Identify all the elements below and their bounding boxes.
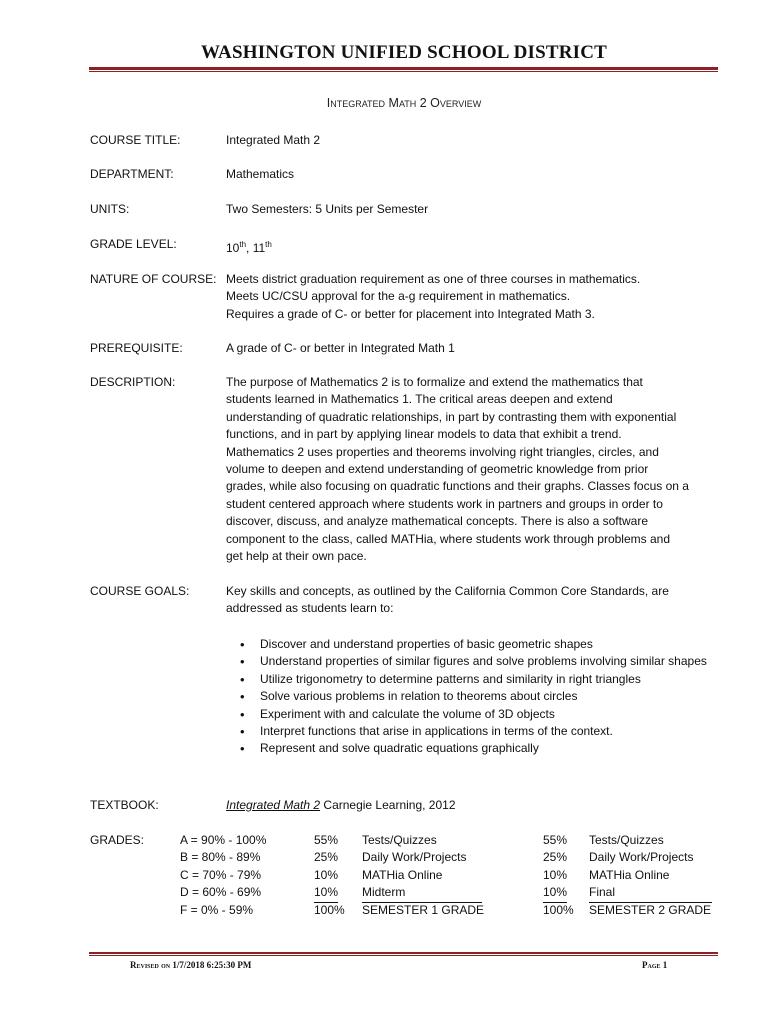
goal-item: • Discover and understand properties of basic geometric shapes: [240, 636, 710, 653]
description-line: students learned in Mathematics 1. The critical areas deepen and extend: [226, 392, 613, 407]
semester2-percentages: [543, 832, 574, 919]
units-label: UNITS:: [90, 202, 130, 216]
page-number: Page 1: [642, 960, 668, 970]
sem2-pct: 55%: [543, 833, 568, 847]
goal-item: • Interpret functions that arise in applications in terms of the context.: [240, 723, 710, 740]
revised-date: Revised on 1/7/2018 6:25:30 PM: [130, 960, 252, 970]
nature-line: Meets district graduation requirement as one of three courses in mathematics.: [226, 272, 641, 286]
textbook-title: Integrated Math 2: [226, 798, 321, 812]
sem2-item: SEMESTER 2 GRADE: [589, 902, 712, 917]
sem1-pct: 100%: [314, 902, 345, 917]
grade-level-value: [226, 236, 716, 257]
grade-scale-row: B = 80% - 89%: [180, 850, 261, 865]
textbook-label: TEXTBOOK:: [90, 798, 159, 812]
sem2-pct: 10%: [543, 884, 567, 902]
course-goals-label: COURSE GOALS:: [90, 584, 190, 598]
header-rule-thick: [89, 67, 718, 70]
document-title: Integrated Math 2 Overview: [326, 96, 482, 110]
course-goals-intro-line: Key skills and concepts, as outlined by the California Common Core Standards, are: [226, 584, 669, 598]
sem1-item: SEMESTER 1 GRADE: [362, 902, 485, 917]
goal-item: • Understand properties of similar figures and solve problems involving similar shapes: [240, 653, 710, 670]
header-rule-thin: [89, 71, 718, 72]
sem2-pct: 100%: [543, 902, 574, 917]
course-title-label: COURSE TITLE:: [90, 133, 181, 147]
sem1-item: MATHia Online: [362, 867, 443, 882]
sem1-pct: 10%: [314, 867, 339, 882]
footer-rule-thin: [89, 955, 718, 956]
grades-label: GRADES:: [90, 833, 145, 847]
sem1-item: Daily Work/Projects: [362, 850, 467, 865]
grade-scale-row: F = 0% - 59%: [180, 902, 254, 917]
grade-scale-row: A = 90% - 100%: [180, 833, 267, 847]
nature-line: Meets UC/CSU approval for the a-g requirement in mathematics.: [226, 289, 571, 304]
grade-11: 11: [252, 241, 266, 255]
sem1-pct: 55%: [314, 833, 339, 847]
goal-item: • Experiment with and calculate the volume of 3D objects: [240, 706, 710, 723]
semester1-items: [362, 832, 484, 919]
sem1-item: Midterm: [362, 884, 482, 902]
description-line: volume to deepen and extend understanding of geometric knowledge from prior: [226, 462, 649, 477]
course-goals-list: [240, 636, 710, 758]
course-title-value: Integrated Math 2: [226, 133, 321, 147]
textbook-publisher: Carnegie Learning, 2012: [320, 798, 456, 812]
goal-item: • Utilize trigonometry to determine patterns and similarity in right triangles: [240, 671, 710, 688]
grade-10-suffix: th: [239, 240, 247, 249]
sem2-pct: 25%: [543, 850, 568, 865]
sem1-pct: 10%: [314, 884, 338, 902]
description-line: The purpose of Mathematics 2 is to formalize and extend the mathematics that: [226, 375, 643, 389]
nature-line: Requires a grade of C- or better for placement into Integrated Math 3.: [226, 306, 595, 321]
sem2-item: Tests/Quizzes: [589, 833, 664, 847]
textbook-value: [226, 797, 716, 814]
course-goals-intro-line: addressed as students learn to:: [226, 601, 394, 616]
description-value: [226, 374, 716, 565]
sem1-pct: 25%: [314, 850, 339, 865]
semester1-percentages: [314, 832, 345, 919]
description-line: get help at their own pace.: [226, 549, 367, 564]
grade-scale-row: D = 60% - 69%: [180, 885, 262, 900]
department-label: DEPARTMENT:: [90, 167, 174, 181]
description-line: student centered approach where students work in partners and groups in order to: [226, 496, 663, 511]
grade-scale: [180, 832, 266, 919]
description-label: DESCRIPTION:: [90, 375, 176, 389]
nature-value: [226, 271, 716, 323]
prerequisite-value: A grade of C- or better in Integrated Math 1: [226, 341, 455, 355]
sem2-pct: 10%: [543, 867, 568, 882]
district-title: WASHINGTON UNIFIED SCHOOL DISTRICT: [200, 42, 608, 63]
units-value: Two Semesters: 5 Units per Semester: [226, 202, 429, 216]
grade-level-label: GRADE LEVEL:: [90, 237, 177, 251]
grade-scale-row: C = 70% - 79%: [180, 867, 262, 882]
goal-item: • Represent and solve quadratic equations graphically: [240, 740, 710, 757]
grade-11-suffix: th: [265, 240, 272, 249]
description-line: functions, and in part by applying linear models to data that exhibit a trend.: [226, 427, 622, 442]
description-line: component to the class, called MATHia, where students work through problems and: [226, 531, 670, 546]
sem2-item: Final: [589, 884, 712, 902]
description-line: Mathematics 2 uses properties and theorems involving right triangles, circles, and: [226, 444, 659, 459]
sem1-item: Tests/Quizzes: [362, 833, 437, 847]
semester2-items: [589, 832, 712, 919]
sem2-item: MATHia Online: [589, 867, 670, 882]
sem2-item: Daily Work/Projects: [589, 850, 694, 865]
course-goals-intro: [226, 583, 716, 618]
prerequisite-label: PREREQUISITE:: [90, 341, 183, 355]
description-line: understanding of quadratic relationships, in part by contrasting them with exponential: [226, 409, 677, 424]
goal-item: • Solve various problems in relation to theorems about circles: [240, 688, 710, 705]
description-line: discover, discuss, and analyze mathematical concepts. There is also a software: [226, 514, 648, 529]
department-value: Mathematics: [226, 167, 295, 181]
description-line: grades, while also focusing on quadratic functions and their graphs. Classes focus on a: [226, 479, 689, 494]
grade-separator: ,: [246, 241, 253, 255]
footer-rule-thick: [89, 952, 718, 954]
nature-label: NATURE OF COURSE:: [90, 272, 217, 286]
grade-10: 10: [226, 241, 240, 255]
